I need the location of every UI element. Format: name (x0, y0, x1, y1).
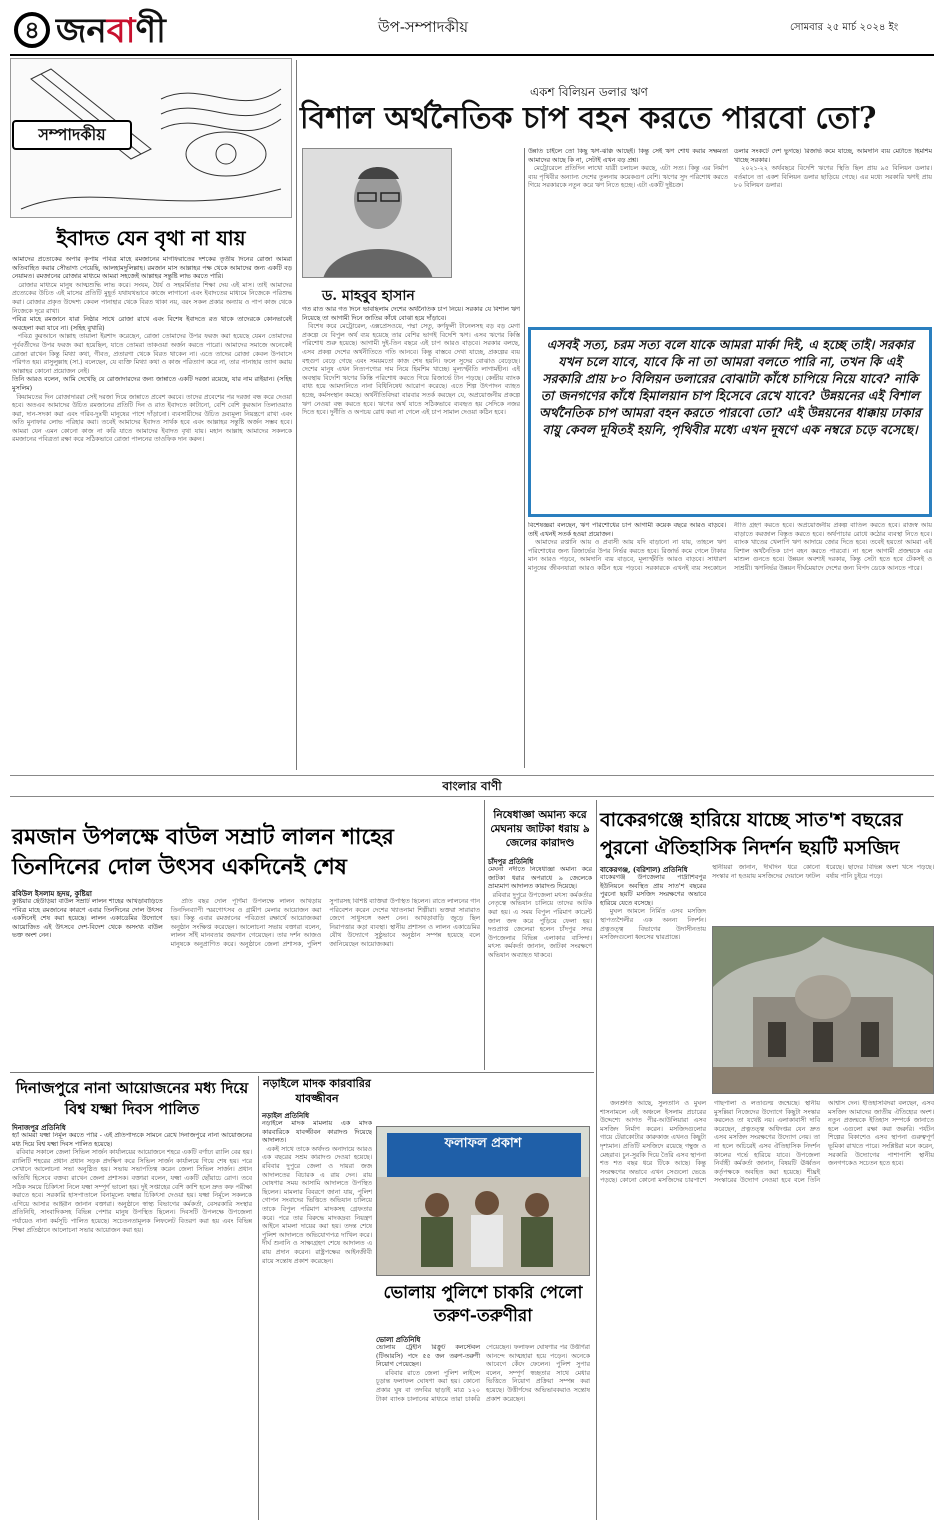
headline-dinajpur: দিনাজপুরে নানা আয়োজনের মধ্য দিয়ে বিশ্ব যক্ষ্মা দিবস পালিত (15, 1079, 249, 1118)
article-col-1: গত রাত আর গত দিনে ভাবছিলাম দেশের অর্থনৈতিক চাপ নিয়ে। সরকার যে বিশাল ঋণ নিয়েছে তা আগামী দিনে জাতির কাঁধে বোঝা হয়ে দাঁড়াবে। বিশেষ করে মেট্রোরেল, এক্সপ্রেসওয়ে, পদ্মা সেতু, কর্ণফুলী টানেলসহ বড় বড় মেগা প্রকল্পে যে বিপুল অর্থ ব্যয় হয়েছে তার বেশির ভাগই বিদেশি ঋণ। এসব ঋণের কিস্তি পরিশোধ শুরু হয়েছে। আগামী দুই-তিন বছরে এই চাপ আরও বাড়বে। সরকার বলছে, এসব প্রকল্প দেশের অর্থনীতিতে গতি আনবে। কিন্তু বাস্তবে দেখা যাচ্ছে, প্রকল্পের ব্যয় বহুগুণ বেড়ে গেছে এবং সময়মতো কাজ শেষ হয়নি। ফলে সুদের বোঝাও বেড়েছে। দেশের মানুষ এখন নিত্যপণ্যের দাম নিয়ে হিমশিম খাচ্ছে। মূল্যস্ফীতি লাগামহীন। এই অবস্থায় বিদেশি ঋণের কিস্তি পরিশোধ করতে গিয়ে রিজার্ভে টান পড়ছে। কেন্দ্রীয় ব্যাংক বাধ্য হয়ে আমদানিতে নানা বিধিনিষেধ আরোপ করেছে। এতে শিল্প উৎপাদন ব্যাহত হচ্ছে, কর্মসংস্থান কমছে। অর্থনীতিবিদরা বারবার সতর্ক করছেন যে, অপ্রয়োজনীয় প্রকল্পে ঋণ নেওয়া বন্ধ করতে হবে। ঋণের অর্থ যাতে সঠিকভাবে ব্যবহৃত হয় সেদিকে নজর দিতে হবে। দুর্নীতি ও অপচয় রোধ করা না গেলে এই চাপ সামাল দেওয়া কঠিন হবে। (302, 306, 520, 417)
masthead-logo: জনবাণী (56, 11, 166, 51)
page-number-badge: ৪ (14, 12, 50, 48)
column-rule (524, 148, 525, 768)
issue-date: সোমবার ২৫ মার্চ ২০২৪ ইং (790, 22, 899, 33)
author-photo (302, 148, 452, 278)
column-rule (258, 1076, 259, 1520)
article-col-2: উন্নতি চাইলে তো কিছু ঋণ-ঝক্কি আছেই। কিন্তু সেই ঋণ শোধ করার সক্ষমতা আমাদের আছে কি না, সেটাই এখন বড় প্রশ্ন। মেট্রোরেলে প্রতিদিন লাখো যাত্রী চলাচল করছে, এটা সত্য। কিন্তু এর নির্মাণ ব্যয় পৃথিবীর অন্যান্য দেশের তুলনায় কয়েকগুণ বেশি। ঋণের সুদ পরিশোধ করতে গিয়ে সরকারকে নতুন করে ঋণ নিতে হচ্ছে। এটা একটি দুষ্টচক্র। (528, 148, 728, 190)
headline-meghna: নিষেধাজ্ঞা অমান্য করে মেঘনায় জাটকা ধরায় ৯ জেলের কারাদণ্ড (490, 809, 590, 849)
row-rule (10, 1072, 594, 1073)
author-name: ড. মাহবুব হাসান (322, 288, 415, 304)
mosque-photo (712, 926, 934, 1094)
editorial-body: আমাদের প্রত্যেকের অপার কৃপায় পবিত্র মাহে রমজানের মাগফিরাতের দশকের তৃতীয় দিনের রোজা আমরা অতিবাহিত করার সৌভাগ্য পেয়েছি, আলহামদুলিল্লাহ। রমজান মাস আল্লাহর পক্ষ থেকে আমাদের জন্য একটি বড় নেয়ামত। রমজানের রোজার মাধ্যমে আমরা সহজেই আল্লাহর সন্তুষ্টি লাভ করতে পারি। রোজার মাধ্যমে মানুষ আত্মশুদ্ধি লাভ করে। সংযম, ধৈর্য ও সহমর্মিতার শিক্ষা দেয় এই মাস। তাই আমাদের প্রত্যেকের উচিত এই মাসের প্রতিটি মুহূর্ত যথাযথভাবে কাজে লাগানো এবং ইবাদতের মাধ্যমে নিজেকে পরিশুদ্ধ করা। রোজার প্রকৃত উদ্দেশ্য কেবল পানাহার থেকে বিরত থাকা নয়, বরং সকল প্রকার অন্যায় ও পাপ কাজ থেকে নিজেকে দূরে রাখা। পবিত্র মাহে রমজানে যারা নিষ্ঠার সাথে রোজা রাখে এবং বিশেষ ইবাদতে রত থাকে তাদেরকে কোনভাবেই অবহেলা করা যাবে না। (সহিহ বুখারি) পবিত্র কুরআনে আল্লাহ তায়ালা ইরশাদ করেছেন, রোজা তোমাদের উপর ফরজ করা হয়েছে যেমন তোমাদের পূর্ববর্তীদের উপর ফরজ করা হয়েছিল, যাতে তোমরা তাকওয়া অর্জন করতে পারো। আমাদের সমাজে অনেকেই রোজা রাখেন কিন্তু মিথ্যা কথা, গীবত, প্রতারণা থেকে বিরত থাকেন না। এতে তাদের রোজা কেবল উপবাসে পরিণত হয়। রাসুলুল্লাহ (সা.) বলেছেন, যে ব্যক্তি মিথ্যা কথা ও কাজ পরিত্যাগ করে না, তার পানাহার ত্যাগ করায় আল্লাহর কোনো প্রয়োজন নেই। তিনি আরও বলেন, আমি দেখেছি যে রোজাদারদের জন্য জান্নাতে একটি দরজা রয়েছে, যার নাম রাইয়ান। (সহিহ মুসলিম) কিয়ামতের দিন রোজাদাররা সেই দরজা দিয়ে জান্নাতে প্রবেশ করবে। তাদের প্রবেশের পর দরজা বন্ধ করে দেওয়া হবে। অতএব আমাদের উচিত রমজানের প্রতিটি দিন ও রাত ইবাদতে কাটানো, বেশি বেশি কুরআন তিলাওয়াত করা, দান-সদকা করা এবং গরিব-দুঃখী মানুষের পাশে দাঁড়ানো। ব্যবসায়ীদের উচিত দ্রব্যমূল্য নিয়ন্ত্রণে রাখা এবং অতি মুনাফার লোভ পরিহার করা। তবেই আমাদের ইবাদত সার্থক হবে এবং আল্লাহর সন্তুষ্টি অর্জন সম্ভব হবে। আমরা যেন এমন কোনো কাজ না করি যাতে আমাদের ইবাদত বৃথা যায়। মহান আল্লাহ আমাদের সকলকে রমজানের পবিত্রতা রক্ষা করে সঠিকভাবে রোজা পালনের তাওফিক দান করুন। (12, 256, 292, 444)
headline-lalon: রমজান উপলক্ষে বাউল সম্রাট লালন শাহের তিনদিনের দোল উৎসব একদিনেই শেষ (12, 824, 394, 880)
body-mosque-1: বাকেরগঞ্জ উপজেলার পাদ্রীশিবপুর ইউনিয়নে অবস্থিত প্রায় সাত'শ বছরের পুরনো ছয়টি মসজিদ সংরক্ষণের অভাবে হারিয়ে যেতে বসেছে। মুঘল আমলে নির্মিত এসব মসজিদ স্থাপত্যশৈলীর এক অনন্য নিদর্শন। প্রত্নতত্ত্ব বিভাগের উদাসীনতায় মসজিদগুলো ধ্বংসের দ্বারপ্রান্তে। (600, 874, 706, 942)
article-col-3: ডলার সংকটে দেশ ভুগছে। রিজার্ভ কমে যাচ্ছে, আমদানি ব্যয় মেটাতে হিমশিম খাচ্ছে সরকার। ২০২১-২২ অর্থবছরে বিদেশি ঋণের স্থিতি ছিল প্রায় ৯৫ বিলিয়ন ডলার। বর্তমানে তা একশ বিলিয়ন ডলার ছাড়িয়ে গেছে। এর মধ্যে সরকারি ঋণই প্রায় ৮০ বিলিয়ন ডলার। (734, 148, 932, 190)
headline-mosque: বাকেরগঞ্জে হারিয়ে যাচ্ছে সাত'শ বছরের পুরনো ঐতিহাসিক নিদর্শন ছয়টি মসজিদ (600, 809, 903, 859)
headline-narail: নড়াইলে মাদক কারবারির যাবজ্জীবন (263, 1077, 371, 1105)
body-meghna: মেঘনা নদীতে নিষেধাজ্ঞা অমান্য করে জাটকা ধরার অপরাধে ৯ জেলেকে ভ্রাম্যমাণ আদালত কারাদণ্ড দিয়েছে। রবিবার দুপুরে উপজেলা মৎস্য কর্মকর্তার নেতৃত্বে অভিযান চালিয়ে তাদের আটক করা হয়। এ সময় বিপুল পরিমাণ কারেন্ট জাল জব্দ করে পুড়িয়ে ফেলা হয়। দণ্ডপ্রাপ্ত জেলেরা হলেন চাঁদপুর সদর উপজেলার বিভিন্ন এলাকার বাসিন্দা। মৎস্য কর্মকর্তা জানান, জাটকা সংরক্ষণে অভিযান অব্যাহত থাকবে। (488, 866, 592, 959)
pull-quote: এসবই সত্য, চরম সত্য বলে যাকে আমরা মার্কা দিই, এ হচ্ছে তাই। সরকার যখন চলে যাবে, যাবে কি না তা আমরা বলতে পারি না, তখন কি এই সরকারি প্রায় ৮০ বিলিয়ন ডলারের বোঝাটা কাঁধে চাপিয়ে নিয়ে যাবে? নাকি তা জনগণের কাঁধে হিমালয়ান চাপ হিসেবে রেখে যাবে? উন্নয়নের এই বিশাল অর্থনৈতিক চাপ আমরা বহন করতে পারবো তো? এই উন্নয়নের ধাক্কায় ঢাকার বায়ু কেবল দূষিতই হয়নি, পৃথিবীর মধ্যে এখন দূষণে এক নম্বরে চড়ে বসেছে। (528, 327, 932, 517)
headline-bhola: ভোলায় পুলিশে চাকরি পেলো তরুণ-তরুণীরা (383, 1283, 583, 1326)
byline-dinajpur: দিনাজপুর প্রতিনিধি (12, 1123, 66, 1132)
byline-mosque: বাকেরগঞ্জ, (বরিশাল) প্রতিনিধি (600, 865, 688, 874)
column-rule (484, 800, 485, 1070)
editorial-title: ইবাদত যেন বৃথা না যায় (56, 226, 246, 250)
byline-bhola: ভোলা প্রতিনিধি (376, 1335, 421, 1344)
body-lalon: কুষ্টিয়ার ছেঁউড়িয়া বাউল সম্রাট লালন শাহের আখড়াবাড়িতে পবিত্র মাহে রমজানের কারণে এবার তিনদিনের দোল উৎসব একদিনেই শেষ করা হয়েছে। লালন একাডেমির উদ্যোগে আয়োজিত এই উৎসবে দেশ-বিদেশ থেকে অসংখ্য বাউল ভক্ত অংশ নেন। প্রতি বছর দোল পূর্ণিমা উপলক্ষে লালন আখড়ায় তিনদিনব্যাপী স্মরণোৎসব ও গ্রামীণ মেলার আয়োজন করা হয়। কিন্তু এবার রমজানের পবিত্রতা রক্ষার্থে আয়োজকরা অনুষ্ঠান সংক্ষিপ্ত করেছেন। আলোচনা সভায় বক্তারা বলেন, লালন সাঁই মানবতার জয়গান গেয়েছেন। তার দর্শন আজও মানুষকে অনুপ্রাণিত করে। অনুষ্ঠানে জেলা প্রশাসক, পুলিশ সুপারসহ বিশিষ্ট ব্যক্তিরা উপস্থিত ছিলেন। রাতে লালনের গান পরিবেশন করেন দেশের খ্যাতনামা শিল্পীরা। ভক্তরা সারারাত জেগে সাধুসঙ্গে অংশ নেন। আখড়াবাড়ি জুড়ে ছিল নিরাপত্তার কড়া ব্যবস্থা। স্থানীয় প্রশাসন ও লালন একাডেমির যৌথ উদ্যোগে সুষ্ঠুভাবে অনুষ্ঠান সম্পন্ন হয়েছে বলে জানিয়েছেন আয়োজকরা। (12, 898, 480, 948)
old-mosque-image-icon (713, 927, 934, 1094)
body-mosque-2: স্থানীয়রা জানান, দীর্ঘদিন ধরে কোনো সংস্কার না হওয়ায় মসজিদের দেয়ালে ফাটল ধরেছে। ছাদের বিভিন্ন অংশ খসে পড়ছে। বর্ষায় পানি চুইয়ে পড়ে। (712, 864, 934, 880)
column-rule (596, 800, 597, 1520)
photo-banner-text: ফলাফল প্রকাশ (444, 1136, 522, 1151)
body-dinajpur: হ্যাঁ আমরা যক্ষ্মা নির্মূল করতে পারি - এই প্রতিপাদ্যকে সামনে রেখে দিনাজপুরে নানা আয়োজনের মধ্য দিয়ে বিশ্ব যক্ষ্মা দিবস পালিত হয়েছে। রবিবার সকালে জেলা সিভিল সার্জন কার্যালয়ের আয়োজনে শহরে একটি বর্ণাঢ্য র‍্যালি বের হয়। র‍্যালিটি শহরের প্রধান প্রধান সড়ক প্রদক্ষিণ করে সিভিল সার্জন কার্যালয়ে গিয়ে শেষ হয়। পরে সেখানে আলোচনা সভা অনুষ্ঠিত হয়। সভায় সভাপতিত্ব করেন জেলা সিভিল সার্জন। প্রধান অতিথি হিসেবে বক্তব্য রাখেন জেলা প্রশাসক। বক্তারা বলেন, যক্ষ্মা একটি ছোঁয়াচে রোগ। তবে সঠিক সময়ে চিকিৎসা নিলে যক্ষ্মা সম্পূর্ণ ভালো হয়। দুই সপ্তাহের বেশি কাশি হলে দ্রুত কফ পরীক্ষা করাতে হবে। সরকারি হাসপাতালে বিনামূল্যে যক্ষ্মার চিকিৎসা দেওয়া হয়। যক্ষ্মা নির্মূলে সকলকে এগিয়ে আসার আহ্বান জানান বক্তারা। অনুষ্ঠানে স্বাস্থ্য বিভাগের কর্মকর্তা, বেসরকারি সংস্থার প্রতিনিধি, সাংবাদিকসহ বিভিন্ন পেশার মানুষ উপস্থিত ছিলেন। দিবসটি উপলক্ষে উপজেলা পর্যায়েও নানা কর্মসূচি পালিত হয়েছে। সচেতনতামূলক লিফলেট বিতরণ করা হয় এবং বিভিন্ন শিক্ষা প্রতিষ্ঠানে আলোচনা সভার আয়োজন করা হয়। (12, 1132, 252, 1234)
byline-lalon: রবিউল ইসলাম হৃদয়, কুষ্টিয়া (12, 889, 92, 898)
article-kicker: একশ বিলিয়ন ডলার ঋণ (530, 85, 648, 99)
header-rule (10, 54, 934, 56)
byline-meghna: চাঁদপুর প্রতিনিধি (488, 857, 534, 866)
editorial-label: সম্পাদকীয় (12, 120, 132, 150)
author-portrait-icon (303, 149, 452, 278)
body-narail: নড়াইলে মাদক মামলায় এক মাদক কারবারিকে যাবজ্জীবন কারাদণ্ড দিয়েছে আদালত। একই সাথে তাকে অর্থদণ্ড অনাদায়ে আরও এক বছরের সশ্রম কারাদণ্ড দেওয়া হয়েছে। রবিবার দুপুরে জেলা ও দায়রা জজ আদালতের বিচারক এ রায় দেন। রায় ঘোষণার সময় আসামি আদালতে উপস্থিত ছিলেন। মামলার বিবরণে জানা যায়, পুলিশ গোপন সংবাদের ভিত্তিতে অভিযান চালিয়ে তাকে বিপুল পরিমাণ মাদকসহ গ্রেফতার করে। পরে তার বিরুদ্ধে মাদকদ্রব্য নিয়ন্ত্রণ আইনে মামলা দায়ের করা হয়। তদন্ত শেষে পুলিশ আদালতে অভিযোগপত্র দাখিল করে। দীর্ঘ শুনানি ও সাক্ষ্যগ্রহণ শেষে আদালত এ রায় প্রদান করেন। রাষ্ট্রপক্ষের আইনজীবী রায়ে সন্তোষ প্রকাশ করেছেন। (262, 1120, 372, 1265)
article-col-4: বিশেষজ্ঞরা বলছেন, ঋণ পরিশোধের চাপ আগামী কয়েক বছরে আরও বাড়বে। তাই এখনই সতর্ক হওয়া প্রয়োজন। আমাদের রপ্তানি আয় ও প্রবাসী আয় যদি বাড়ানো না যায়, তাহলে ঋণ পরিশোধের জন্য রিজার্ভের উপর নির্ভর করতে হবে। রিজার্ভ কমে গেলে টাকার মান আরও পড়বে, আমদানি ব্যয় বাড়বে, মূল্যস্ফীতি আরও বাড়বে। সাধারণ মানুষের জীবনযাত্রা আরও কঠিন হয়ে পড়বে। সরকারকে এখনই ব্যয় সংকোচন নীতি গ্রহণ করতে হবে। অপ্রয়োজনীয় প্রকল্প বাতিল করতে হবে। রাজস্ব আয় বাড়াতে করজাল বিস্তৃত করতে হবে। অর্থপাচার রোধে কঠোর ব্যবস্থা নিতে হবে। ব্যাংক খাতের খেলাপি ঋণ আদায়ে জোর দিতে হবে। তবেই হয়তো আমরা এই বিশাল অর্থনৈতিক চাপ বহন করতে পারবো। না হলে আগামী প্রজন্মকে এর মাশুল গুনতে হবে। উন্নয়ন অবশ্যই দরকার, কিন্তু সেটা হতে হবে টেকসই ও সাশ্রয়ী। ঋণনির্ভর উন্নয়ন দীর্ঘমেয়াদে দেশের জন্য বিপদ ডেকে আনতে পারে। (528, 522, 932, 572)
byline-narail: নড়াইল প্রতিনিধি (262, 1111, 310, 1120)
body-bhola: ভোলায় ট্রেইনি রিক্রুট কনস্টেবল (টিআরসি) পদে ৫৫ জন তরুণ-তরুণী নিয়োগ পেয়েছেন। রবিবার রাতে জেলা পুলিশ লাইন্সে চূড়ান্ত ফলাফল ঘোষণা করা হয়। কোনো প্রকার ঘুষ বা তদবির ছাড়াই মাত্র ১২০ টাকা ব্যাংক চালানের মাধ্যমে তারা চাকরি পেয়েছেন। ফলাফল ঘোষণার পর উত্তীর্ণরা আনন্দে আত্মহারা হয়ে পড়েন। অনেকে আবেগে কেঁদে ফেলেন। পুলিশ সুপার বলেন, সম্পূর্ণ স্বচ্ছতার সাথে মেধার ভিত্তিতে নিয়োগ প্রক্রিয়া সম্পন্ন করা হয়েছে। উত্তীর্ণদের অভিভাবকরাও সন্তোষ প্রকাশ করেছেন। (376, 1344, 590, 1403)
section-banner: বাংলার বাণী (10, 775, 934, 797)
body-mosque-3: জনশ্রুতি আছে, সুলতানি ও মুঘল শাসনামলে এই অঞ্চলে ইসলাম প্রচারের উদ্দেশ্যে আগত পীর-আউলিয়ারা এসব মসজিদ নির্মাণ করেন। মসজিদগুলোর গায়ে টেরাকোটার কারুকাজ এখনও কিছুটা দৃশ্যমান। প্রতিটি মসজিদে রয়েছে গম্বুজ ও মেহরাব। চুন-সুরকি দিয়ে তৈরি এসব স্থাপনা শত শত বছর ধরে টিকে আছে। কিন্তু সংরক্ষণের অভাবে এখন সেগুলো ভেঙে পড়ছে। কোনো কোনো মসজিদের চারপাশে গাছপালা ও লতাগুল্ম জন্মেছে। স্থানীয় মুসল্লিরা নিজেদের উদ্যোগে কিছুটা সংস্কার করলেও তা যথেষ্ট নয়। এলাকাবাসী দাবি করেছেন, প্রত্নতত্ত্ব অধিদপ্তর যেন দ্রুত এসব মসজিদ সংরক্ষণের উদ্যোগ নেয়। তা না হলে অচিরেই এসব ঐতিহাসিক নিদর্শন কালের গর্ভে হারিয়ে যাবে। উপজেলা নির্বাহী কর্মকর্তা জানান, বিষয়টি ঊর্ধ্বতন কর্তৃপক্ষকে অবহিত করা হয়েছে। শীঘ্রই সংস্কারের উদ্যোগ নেওয়া হবে বলে তিনি আশ্বাস দেন। ইতিহাসবিদরা বলছেন, এসব মসজিদ আমাদের জাতীয় ঐতিহ্যের অংশ। নতুন প্রজন্মকে ইতিহাস সম্পর্কে জানাতে হলে এগুলো রক্ষা করা জরুরি। পর্যটন শিল্পের বিকাশেও এসব স্থাপনা গুরুত্বপূর্ণ ভূমিকা রাখতে পারে। সংশ্লিষ্টরা মনে করেন, সরকারি উদ্যোগের পাশাপাশি স্থানীয় জনগণকেও সচেতন হতে হবে। (600, 1100, 934, 1185)
main-headline: বিশাল অর্থনৈতিক চাপ বহন করতে পারবো তো? (300, 101, 877, 136)
column-rule (296, 60, 297, 770)
section-title: উপ-সম্পাদকীয় (378, 18, 469, 36)
